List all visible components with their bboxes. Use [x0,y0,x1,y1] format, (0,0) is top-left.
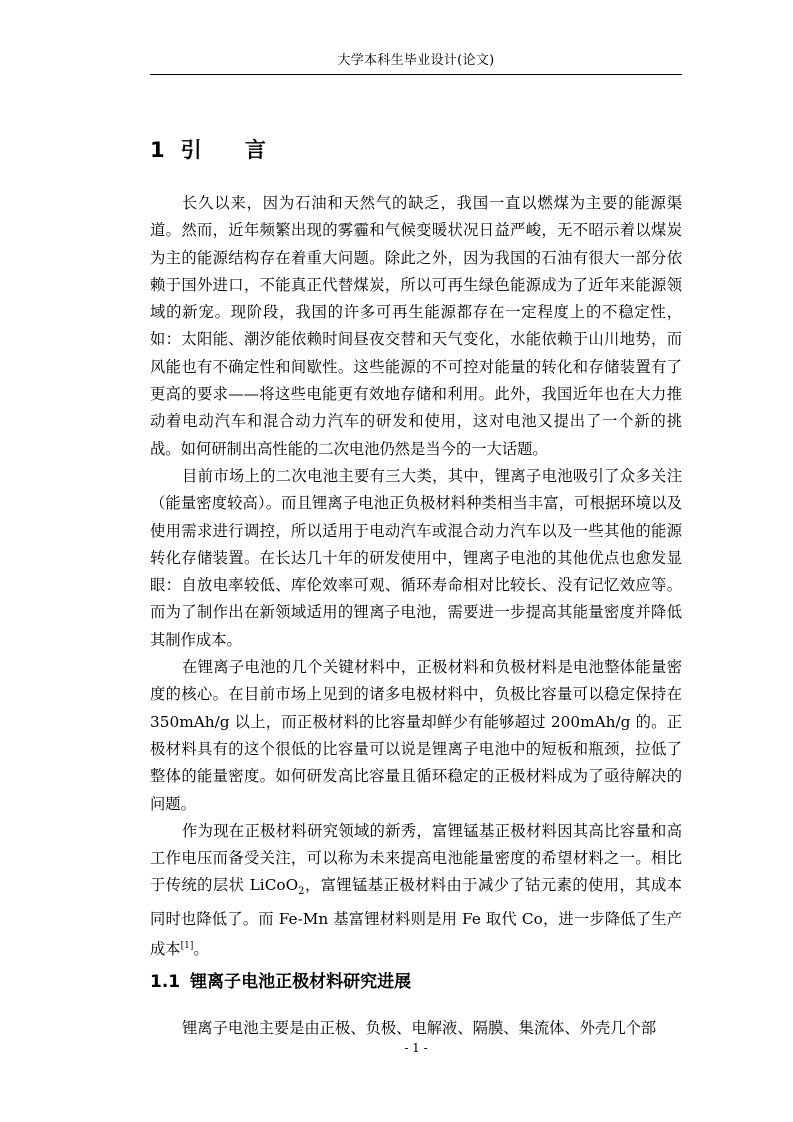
paragraph: 长久以来，因为石油和天然气的缺乏，我国一直以燃煤为主要的能源渠道。然而，近年频繁出现的雾霾和气候变暖状况日益严峻，无不昭示着以煤炭为主的能源结构存在着重大问题。除此之外，因为我国的石油有很大一部分依赖于国外进口，不能真正代替煤炭，所以可再生绿色能源成为了近年来能源领域的新宠。现阶段，我国的许多可再生能源都存在一定程度上的不稳定性，如：太阳能、潮汐能依赖时间昼夜交替和天气变化，水能依赖于山川地势，而风能也有不确定性和间歇性。这些能源的不可控对能量的转化和存储装置有了更高的要求——将这些电能更有效地存储和利用。此外，我国近年也在大力推动着电动汽车和混合动力汽车的研发和使用，这对电池又提出了一个新的挑战。如何研制出高性能的二次电池仍然是当今的一大话题。 [150,194,682,458]
header-rule [150,74,682,75]
section-heading [150,969,411,995]
paragraph-text: 作为现在正极材料研究领域的新秀，富锂锰基正极材料因其高比容量和高工作电压而备受关注，可以称为未来提高电池能量密度的希望材料之一。相比于传统的层状 LiCoO [150,821,682,895]
section-body [150,1015,682,1042]
subscript: 2 [298,886,305,898]
section-number: 1.1 [150,972,181,992]
section-title: 锂离子电池正极材料研究进展 [190,972,412,992]
chapter-body [150,190,682,963]
paragraph: 目前市场上的二次电池主要有三大类，其中，锂离子电池吸引了众多关注（能量密度较高）。而且锂离子电池正负极材料种类相当丰富，可根据环境以及使用需求进行调控，所以适用于电动汽车或混合动力汽车以及一些其他的能源转化存储装置。在长达几十年的研发使用中，锂离子电池的其他优点也愈发显眼：自放电率较低、库伦效率可观、循环寿命相对比较长、没有记忆效应等。而为了制作出在新领域适用的锂离子电池，需要进一步提高其能量密度并降低其制作成本。 [150,466,682,649]
paragraph: 锂离子电池主要是由正极、负极、电解液、隔膜、集流体、外壳几个部 [182,1019,657,1037]
chapter-heading [150,136,284,164]
chapter-number: 1 [150,138,165,162]
citation-ref[interactable]: [1] [180,941,194,952]
chapter-title: 引 言 [180,138,284,162]
paragraph-text: 。 [193,940,209,959]
paragraph-text: ，富锂锰基正极材料由于减少了钴元素的使用，其成本同时也降低了。而 Fe-Mn 基富锂材料则是用 Fe 取代 Co，进一步降低了生产成本 [150,876,682,959]
paragraph: 在锂离子电池的几个关键材料中，正极材料和负极材料是电池整体能量密度的核心。在目前市场上见到的诸多电极材料中，负极比容量可以稳定保持在 350mAh/g 以上，而正极材料的比容量却鲜少有能够超过 200mAh/g 的。正极材料具有的这个很低的比容量可以说是锂离子电池中的短板和瓶颈，拉低了整体的能量密度。如何研发高比容量且循环稳定的正极材料成为了亟待解决的问题。 [150,658,682,813]
page-number: - 1 - [404,1041,428,1055]
running-header: 大学本科生毕业设计(论文) [337,53,495,68]
paragraph [150,818,682,964]
